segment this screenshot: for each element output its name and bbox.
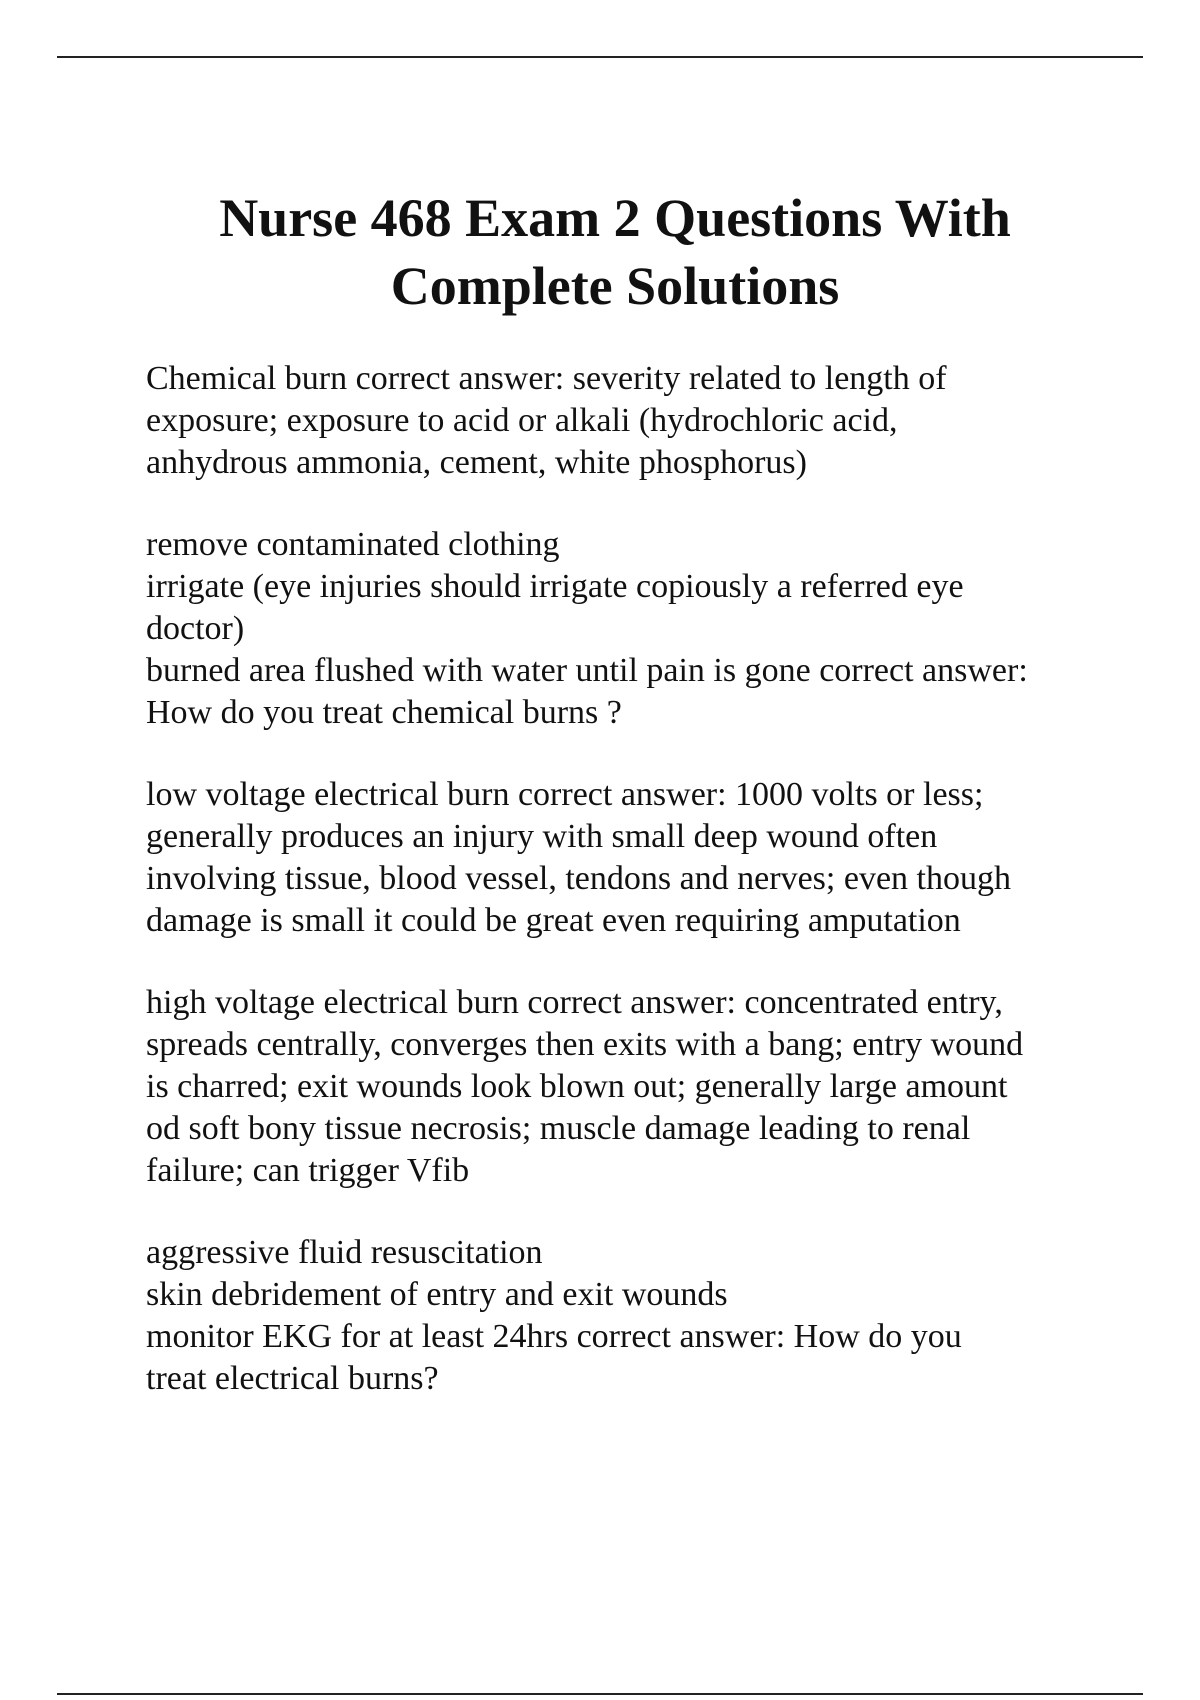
- text-line: treat electrical burns?: [146, 1360, 439, 1397]
- text-line: low voltage electrical burn correct answer: 1000 volts or less;: [146, 776, 984, 813]
- text-line: is charred; exit wounds look blown out; generally large amount: [146, 1068, 1008, 1105]
- text-line: damage is small it could be great even requiring amputation: [146, 902, 961, 939]
- title-line-2: Complete Solutions: [390, 256, 840, 316]
- document-body: [146, 358, 1126, 1440]
- text-line: generally produces an injury with small deep wound often: [146, 818, 938, 855]
- bottom-rule: [57, 1693, 1143, 1695]
- text-line: irrigate (eye injuries should irrigate copiously a referred eye: [146, 568, 964, 605]
- qa-block-treat-chemical-burns: [146, 524, 1126, 734]
- text-line: aggressive fluid resuscitation: [146, 1234, 543, 1271]
- page-title: [60, 184, 1170, 320]
- title-line-1: Nurse 468 Exam 2 Questions With: [219, 188, 1011, 248]
- text-line: remove contaminated clothing: [146, 526, 560, 563]
- qa-block-low-voltage-burn: [146, 774, 1126, 942]
- text-line: burned area flushed with water until pain is gone correct answer:: [146, 652, 1028, 689]
- text-line: involving tissue, blood vessel, tendons and nerves; even though: [146, 860, 1011, 897]
- text-line: spreads centrally, converges then exits with a bang; entry wound: [146, 1026, 1024, 1063]
- qa-block-high-voltage-burn: [146, 982, 1126, 1192]
- text-line: high voltage electrical burn correct answer: concentrated entry,: [146, 984, 1003, 1021]
- text-line: How do you treat chemical burns ?: [146, 694, 622, 731]
- text-line: monitor EKG for at least 24hrs correct answer: How do you: [146, 1318, 962, 1355]
- text-line: exposure; exposure to acid or alkali (hydrochloric acid,: [146, 402, 898, 439]
- text-line: failure; can trigger Vfib: [146, 1152, 470, 1189]
- text-line: doctor): [146, 610, 245, 647]
- top-rule: [57, 56, 1143, 58]
- qa-block-treat-electrical-burns: [146, 1232, 1126, 1400]
- text-line: skin debridement of entry and exit wounds: [146, 1276, 728, 1313]
- text-line: Chemical burn correct answer: severity related to length of: [146, 360, 947, 397]
- text-line: anhydrous ammonia, cement, white phosphorus): [146, 444, 807, 481]
- qa-block-chemical-burn: [146, 358, 1126, 484]
- text-line: od soft bony tissue necrosis; muscle damage leading to renal: [146, 1110, 971, 1147]
